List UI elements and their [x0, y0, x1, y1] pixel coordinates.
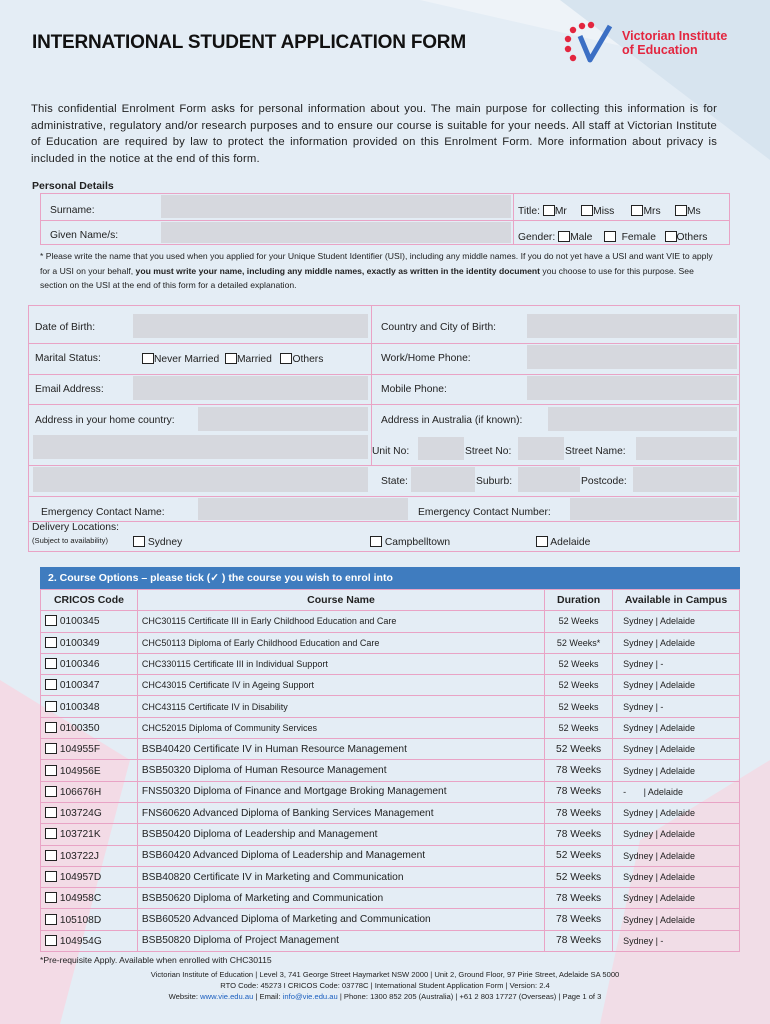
course-row: [41, 781, 740, 802]
cricos-cell: [41, 653, 138, 674]
street-no-label: Street No:: [465, 446, 512, 457]
duration-cell: 52 Weeks: [545, 866, 613, 887]
country-city-label: Country and City of Birth:: [381, 322, 497, 333]
course-table-header: [41, 590, 740, 611]
cricos-code: 105108D: [59, 914, 102, 926]
course-name-cell: BSB40820 Certificate IV in Marketing and Communication: [137, 866, 544, 887]
col-campus: Available in Campus: [613, 590, 740, 611]
course-checkbox[interactable]: [45, 637, 57, 648]
cricos-cell: [41, 845, 138, 866]
course-row: [41, 675, 740, 696]
mobile-label: Mobile Phone:: [381, 384, 447, 395]
given-name-field[interactable]: [161, 222, 511, 243]
marital-never-checkbox[interactable]: [142, 353, 154, 364]
surname-label: Surname:: [50, 205, 95, 216]
gender-label: Gender: Male Female Others: [518, 232, 708, 243]
logo-line-1: Victorian Institute: [622, 29, 728, 43]
cricos-cell: [41, 675, 138, 696]
phone-label: Work/Home Phone:: [381, 353, 471, 364]
course-checkbox[interactable]: [45, 722, 57, 733]
cricos-code: 0100349: [59, 637, 100, 649]
duration-cell: 78 Weeks: [545, 760, 613, 781]
course-name-cell: CHC43015 Certificate IV in Ageing Support: [137, 675, 544, 696]
duration-cell: 52 Weeks: [545, 717, 613, 738]
emergency-number-field[interactable]: [570, 498, 737, 520]
campus-cell: Sydney | -: [613, 696, 740, 717]
title-ms-checkbox[interactable]: [675, 205, 687, 216]
course-checkbox[interactable]: [45, 935, 57, 946]
cricos-cell: [41, 888, 138, 909]
au-address-label: Address in Australia (if known):: [381, 415, 523, 426]
course-checkbox[interactable]: [45, 615, 57, 626]
usi-note: * Please write the name that you used when you applied for your Unique Student Identifier (USI), including any middle names. If you do not yet have a USI and want VIE to apply for a USI on your behalf, you must write your name, including any middle names, exactly as written in the identity document you choose to use for this purpose. See section on the USI at the end of this form for a detailed explanation.: [40, 251, 713, 290]
course-table: [40, 589, 740, 952]
course-row: [41, 824, 740, 845]
cricos-code: 103724G: [59, 808, 102, 820]
course-name-cell: BSB50620 Diploma of Marketing and Communication: [137, 888, 544, 909]
home-address-field-3[interactable]: [33, 467, 368, 492]
footer-line-3: Website: www.vie.edu.au | Email: info@vie.edu.au | Phone: 1300 852 205 (Australia) | +61 2 803 17727 (Overseas) | Page 1 of 3: [168, 992, 602, 1001]
col-course-name: Course Name: [137, 590, 544, 611]
cricos-code: 104954G: [59, 935, 102, 947]
duration-cell: 78 Weeks: [545, 909, 613, 930]
email-field[interactable]: [133, 376, 368, 400]
course-row: [41, 717, 740, 738]
state-field[interactable]: [411, 467, 475, 492]
title-mr-checkbox[interactable]: [543, 205, 555, 216]
course-name-cell: FNS50320 Diploma of Finance and Mortgage Broking Management: [137, 781, 544, 802]
duration-cell: 78 Weeks: [545, 888, 613, 909]
course-row: [41, 866, 740, 887]
phone-field[interactable]: [527, 345, 737, 369]
course-checkbox[interactable]: [45, 914, 57, 925]
dob-label: Date of Birth:: [35, 322, 96, 333]
course-name-cell: BSB50420 Diploma of Leadership and Management: [137, 824, 544, 845]
street-name-label: Street Name:: [565, 446, 626, 457]
course-checkbox[interactable]: [45, 807, 57, 818]
col-cricos: CRICOS Code: [41, 590, 138, 611]
delivery-sub-label: (Subject to availability): [32, 536, 108, 545]
course-row: [41, 909, 740, 930]
street-no-field[interactable]: [518, 437, 564, 460]
course-row: [41, 888, 740, 909]
delivery-label: Delivery Locations:: [32, 522, 119, 533]
course-checkbox[interactable]: [45, 679, 57, 690]
duration-cell: 52 Weeks: [545, 696, 613, 717]
location-sydney: Sydney: [133, 536, 182, 548]
cricos-code: 0100348: [59, 701, 100, 713]
cricos-cell: [41, 739, 138, 760]
cricos-cell: [41, 632, 138, 653]
title-label: Title: Mr Miss Mrs Ms: [518, 206, 701, 217]
duration-cell: 52 Weeks: [545, 611, 613, 632]
duration-cell: 52 Weeks: [545, 739, 613, 760]
email-link[interactable]: info@vie.edu.au: [282, 992, 338, 1001]
home-address-field-1[interactable]: [198, 407, 368, 431]
gender-others-checkbox[interactable]: [665, 231, 677, 242]
intro-paragraph: This confidential Enrolment Form asks for personal information about you. The main purpose for collecting this information is for administrative, regulatory and/or research purposes and to ensure our course is suitable for your needs. All staff at Victorian Institute of Education are required by law to protect the information provided on this Enrolment Form. More information about privacy is included in the notice at the end of this form.: [31, 103, 717, 165]
duration-cell: 78 Weeks: [545, 802, 613, 823]
cricos-code: 104956E: [59, 765, 101, 777]
campus-cell: Sydney | Adelaide: [613, 866, 740, 887]
suburb-label: Suburb:: [476, 476, 513, 487]
cricos-code: 104957D: [59, 872, 102, 883]
marital-married-checkbox[interactable]: [225, 353, 237, 364]
duration-cell: 78 Weeks: [545, 781, 613, 802]
postcode-field[interactable]: [633, 467, 737, 492]
unit-label: Unit No:: [372, 446, 410, 457]
dob-field[interactable]: [133, 314, 368, 338]
duration-cell: 52 Weeks*: [545, 632, 613, 653]
personal-details-heading: Personal Details: [32, 180, 114, 192]
marital-label: Marital Status:: [35, 353, 101, 364]
cricos-code: 0100350: [59, 722, 100, 734]
website-link[interactable]: www.vie.edu.au: [200, 992, 254, 1001]
sydney-checkbox[interactable]: [133, 536, 145, 547]
course-row: [41, 632, 740, 653]
course-name-cell: BSB50320 Diploma of Human Resource Management: [137, 760, 544, 781]
postcode-label: Postcode:: [581, 476, 627, 487]
campus-cell: Sydney | Adelaide: [613, 675, 740, 696]
home-address-label: Address in your home country:: [35, 415, 175, 426]
cricos-cell: [41, 696, 138, 717]
logo-wordmark: [622, 29, 727, 57]
course-name-cell: BSB60420 Advanced Diploma of Leadership and Management: [137, 845, 544, 866]
course-checkbox[interactable]: [45, 850, 57, 861]
campus-cell: Sydney | Adelaide: [613, 760, 740, 781]
duration-cell: 78 Weeks: [545, 930, 613, 951]
course-row: [41, 611, 740, 632]
course-checkbox[interactable]: [45, 658, 57, 669]
campus-cell: Sydney | Adelaide: [613, 824, 740, 845]
marital-others-checkbox[interactable]: [280, 353, 292, 364]
street-name-field[interactable]: [636, 437, 737, 460]
cricos-cell: [41, 909, 138, 930]
campus-cell: Sydney | Adelaide: [613, 845, 740, 866]
gender-male-checkbox[interactable]: [558, 231, 570, 242]
campus-cell: Sydney | Adelaide: [613, 739, 740, 760]
cricos-cell: [41, 781, 138, 802]
cricos-cell: [41, 802, 138, 823]
footer-line-1: Victorian Institute of Education | Level 3, 741 George Street Haymarket NSW 2000 | Unit 2, Ground Floor, 97 Pirie Street, Adelaide SA 5000: [150, 970, 620, 979]
campus-cell: Sydney | -: [613, 930, 740, 951]
state-label: State:: [381, 476, 408, 487]
country-city-field[interactable]: [527, 314, 737, 338]
cricos-code: 104958C: [59, 893, 102, 905]
cricos-cell: [41, 611, 138, 632]
location-adelaide: Adelaide: [536, 536, 590, 548]
cricos-cell: [41, 930, 138, 951]
campus-cell: Sydney | Adelaide: [613, 632, 740, 653]
course-name-cell: BSB40420 Certificate IV in Human Resource Management: [137, 739, 544, 760]
suburb-field[interactable]: [518, 467, 580, 492]
cricos-cell: [41, 717, 138, 738]
course-options-heading: 2. Course Options – please tick (✓ ) the course you wish to enrol into: [40, 567, 740, 589]
course-checkbox[interactable]: [45, 765, 57, 776]
title-mrs-checkbox[interactable]: [631, 205, 643, 216]
course-row: [41, 930, 740, 951]
course-checkbox[interactable]: [45, 701, 57, 712]
cricos-cell: [41, 866, 138, 887]
mobile-field[interactable]: [527, 376, 737, 400]
cricos-code: 106676H: [59, 786, 102, 798]
logo-line-2: of Education: [622, 43, 698, 57]
course-row: [41, 845, 740, 866]
cricos-code: 0100345: [59, 616, 100, 628]
title-miss-checkbox[interactable]: [581, 205, 593, 216]
gender-female-checkbox[interactable]: [604, 231, 616, 242]
emergency-name-label: Emergency Contact Name:: [41, 507, 165, 518]
course-name-cell: CHC43115 Certificate IV in Disability: [137, 696, 544, 717]
duration-cell: 52 Weeks: [545, 675, 613, 696]
course-row: [41, 802, 740, 823]
footer-line-2: RTO Code: 45273 I CRICOS Code: 03778C | International Student Application Form | Version: 2.4: [220, 981, 550, 990]
course-row: [41, 653, 740, 674]
course-name-cell: CHC330115 Certificate III in Individual Support: [137, 653, 544, 674]
unit-field[interactable]: [418, 437, 464, 460]
campus-cell: Sydney | Adelaide: [613, 888, 740, 909]
course-checkbox[interactable]: [45, 871, 57, 882]
emergency-name-field[interactable]: [198, 498, 408, 520]
course-name-cell: CHC52015 Diploma of Community Services: [137, 717, 544, 738]
cricos-code: 0100346: [59, 659, 100, 671]
surname-field[interactable]: [161, 195, 511, 218]
course-name-cell: FNS60620 Advanced Diploma of Banking Services Management: [137, 802, 544, 823]
marital-options: Never Married Married Others: [142, 353, 323, 365]
cricos-code: 103722J: [59, 850, 99, 862]
location-campbelltown: Campbelltown: [370, 536, 450, 548]
course-row: [41, 696, 740, 717]
cricos-code: 0100347: [59, 680, 100, 692]
cricos-cell: [41, 760, 138, 781]
course-checkbox[interactable]: [45, 828, 57, 839]
prereq-note: *Pre-requisite Apply. Available when enrolled with CHC30115: [40, 955, 272, 965]
col-duration: Duration: [545, 590, 613, 611]
campbelltown-checkbox[interactable]: [370, 536, 382, 547]
au-address-field[interactable]: [548, 407, 737, 431]
email-label: Email Address:: [35, 384, 104, 395]
duration-cell: 52 Weeks: [545, 845, 613, 866]
course-checkbox[interactable]: [45, 892, 57, 903]
cricos-code: 104955F: [59, 744, 101, 756]
vie-logo-icon: [562, 20, 620, 66]
course-row: [41, 760, 740, 781]
course-name-cell: CHC50113 Diploma of Early Childhood Education and Care: [137, 632, 544, 653]
duration-cell: 78 Weeks: [545, 824, 613, 845]
campus-cell: Sydney | -: [613, 653, 740, 674]
adelaide-checkbox[interactable]: [536, 536, 548, 547]
cricos-cell: [41, 824, 138, 845]
given-name-label: Given Name/s:: [50, 230, 119, 241]
course-checkbox[interactable]: [45, 743, 57, 754]
page-title: INTERNATIONAL STUDENT APPLICATION FORM: [32, 32, 466, 53]
duration-cell: 52 Weeks: [545, 653, 613, 674]
course-name-cell: BSB50820 Diploma of Project Management: [137, 930, 544, 951]
campus-cell: - | Adelaide: [613, 781, 740, 802]
cricos-code: 103721K: [59, 829, 101, 841]
campus-cell: Sydney | Adelaide: [613, 802, 740, 823]
emergency-number-label: Emergency Contact Number:: [418, 507, 551, 518]
course-row: [41, 739, 740, 760]
campus-cell: Sydney | Adelaide: [613, 909, 740, 930]
home-address-field-2[interactable]: [33, 435, 368, 459]
course-name-cell: BSB60520 Advanced Diploma of Marketing and Communication: [137, 909, 544, 930]
course-checkbox[interactable]: [45, 786, 57, 797]
course-name-cell: CHC30115 Certificate III in Early Childhood Education and Care: [137, 611, 544, 632]
campus-cell: Sydney | Adelaide: [613, 611, 740, 632]
campus-cell: Sydney | Adelaide: [613, 717, 740, 738]
